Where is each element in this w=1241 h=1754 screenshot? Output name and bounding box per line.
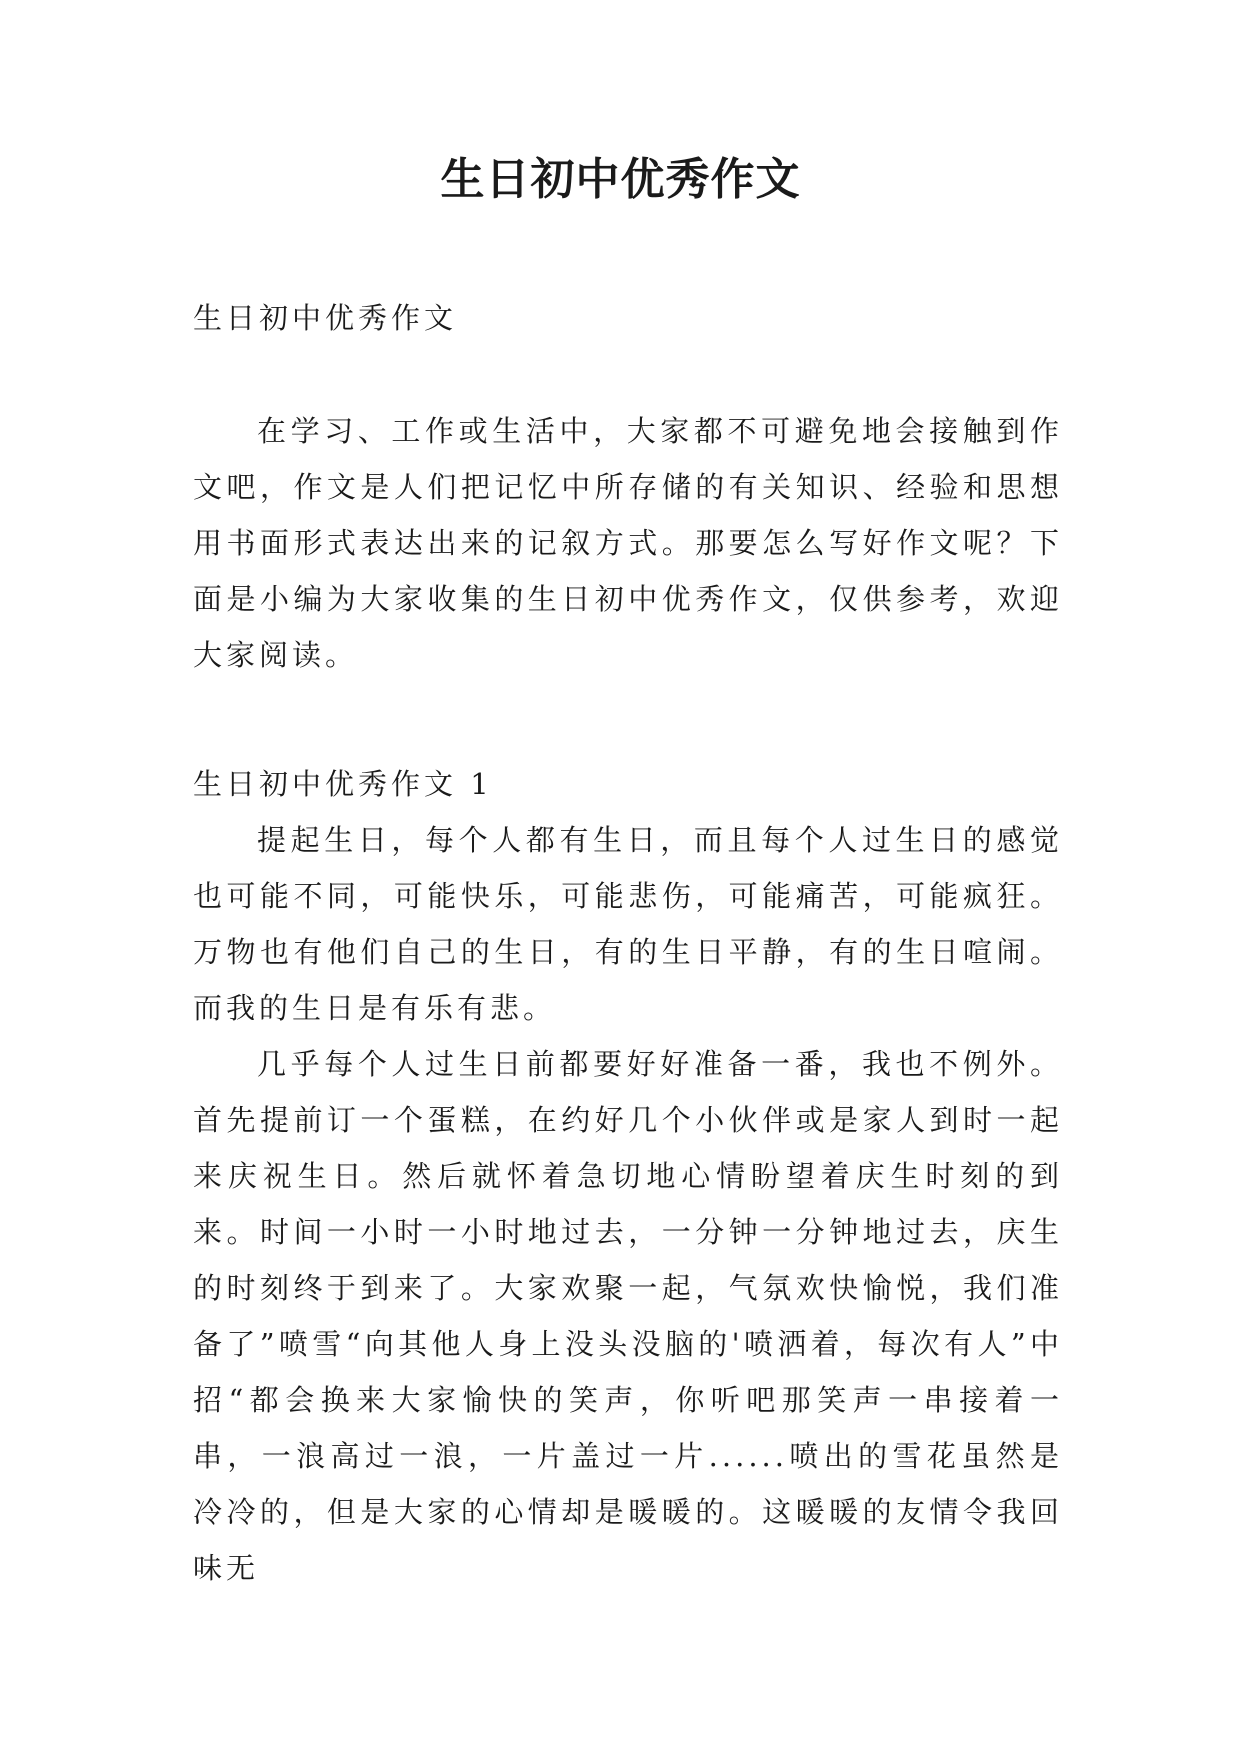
intro-paragraph: 在学习、工作或生活中，大家都不可避免地会接触到作文吧，作文是人们把记忆中所存储的有关知识、经验和思想用书面形式表达出来的记叙方式。那要怎么写好作文呢？下面是小编为大家收集的生日初中优秀作文，仅供参考，欢迎大家阅读。	[193, 414, 1063, 672]
section-heading: 生日初中优秀作文 1	[193, 767, 493, 801]
document-title: 生日初中优秀作文	[440, 154, 801, 205]
document-subtitle: 生日初中优秀作文	[193, 301, 458, 335]
body-paragraph-2: 几乎每个人过生日前都要好好准备一番，我也不例外。首先提前订一个蛋糕，在约好几个小伙伴或是家人到时一起来庆祝生日。然后就怀着急切地心情盼望着庆生时刻的到来。时间一小时一小时地过去，一分钟一分钟地过去，庆生的时刻终于到来了。大家欢聚一起，气氛欢快愉悦，我们准备了”喷雪“向其他人身上没头没脑的'喷洒着，每次有人”中招“都会换来大家愉快的笑声，你听吧那笑声一串接着一串，一浪高过一浪，一片盖过一片......喷出的雪花虽然是冷冷的，但是大家的心情却是暖暖的。这暖暖的友情令我回味无	[193, 1047, 1063, 1585]
body-paragraph-1: 提起生日，每个人都有生日，而且每个人过生日的感觉也可能不同，可能快乐，可能悲伤，可能痛苦，可能疯狂。万物也有他们自己的生日，有的生日平静，有的生日喧闹。而我的生日是有乐有悲。	[193, 823, 1063, 1025]
